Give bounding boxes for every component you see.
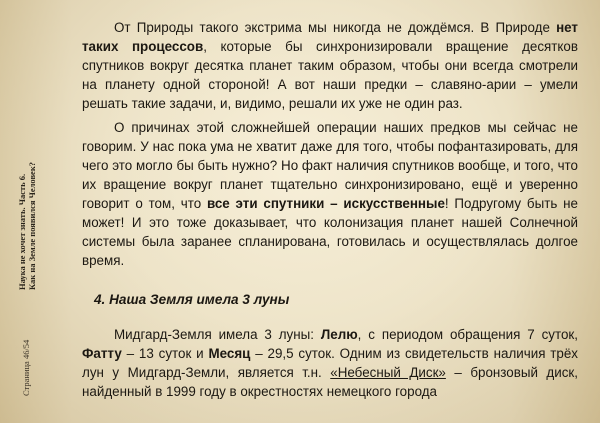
running-header-line-2: Как на Земле появился Человек?: [27, 162, 37, 290]
paragraph-1-text-a: От Природы такого экстрима мы никогда не дождёмся. В Природе: [114, 20, 557, 35]
paragraph-2-text-a: О причинах этой сложнейшей операции наших предков мы сейчас не говорим. У нас пока ума не хватит даже для того, чтобы пофантазировать, для чего это могло бы быть нужно? Но факт наличия спутников вообще, и того, что их вращение вокруг планет тщательно синхронизировано, ещё и уверенно говорит о том, что: [82, 120, 578, 211]
running-header-line-1: Наука не хочет знать. Часть 6.: [17, 173, 27, 290]
paragraph-3-text-b: , с периодом обращения 7 суток,: [357, 327, 578, 342]
moon-mesyats: Месяц: [208, 346, 251, 361]
paragraph-1-text-b: , которые бы синхронизировали вращение десятков спутников вокруг десятка планет таким образом, чтобы они всегда смотрели на планету одной стороной! А вот наши предки – славяно-арии – умели решать такие задачи, и, видимо, решали их уже не один раз.: [82, 39, 578, 111]
side-margin: [0, 0, 46, 423]
paragraph-2: [82, 118, 578, 270]
moon-fatta: Фатту: [82, 346, 122, 361]
moon-lelya: Лелю: [320, 327, 358, 342]
paragraph-1-bold: нет таких процессов: [82, 20, 578, 54]
section-heading: 4. Наша Земля имела 3 луны: [94, 292, 290, 307]
paragraph-3-text-c: – 13 суток и: [121, 346, 209, 361]
paragraph-3-text-e: – бронзовый диск, найденный в 1999 году в окрестностях немецкого города: [82, 365, 578, 399]
paragraph-2-text-b: ! Подругому быть не может! И это тоже доказывает, что колонизация планет нашей Солнечной системы была заранее спланирована, готовилась и осуществлялась долгое время.: [82, 196, 578, 268]
paragraph-3: [82, 325, 578, 401]
page-number: Страница 46/54: [21, 339, 31, 396]
sky-disk-link: «Небесный Диск»: [330, 365, 446, 380]
paragraph-1: [82, 18, 578, 113]
paragraph-3-text-d: – 29,5 суток. Одним из свидетельств наличия трёх лун у Мидгард-Земли, является т.н.: [82, 346, 578, 380]
paragraph-2-bold: все эти спутники – искусственные: [206, 196, 445, 211]
running-header: [17, 162, 37, 290]
paragraph-3-text-a: Мидгард-Земля имела 3 луны:: [114, 327, 321, 342]
